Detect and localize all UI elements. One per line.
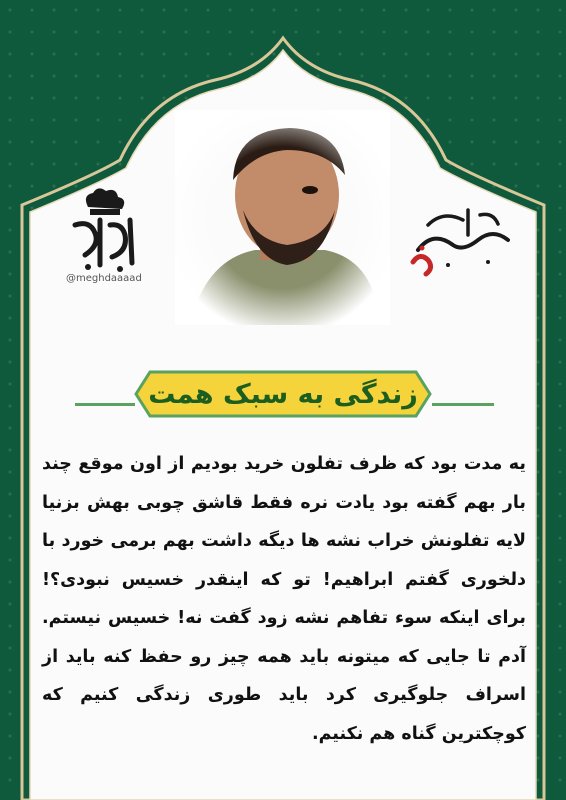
- portrait-photo: [175, 110, 390, 325]
- social-handle: @meghdaaaad: [66, 273, 142, 284]
- banner-rule-left: [75, 403, 135, 406]
- story-text: یه مدت بود که ظرف تفلون خرید بودیم از اون موقع چند بار بهم گفته بود یادت نره فقط قاشق چوبی بهش بزنیا لایه تفلونش خراب نشه ها دیگه داشت بهم برمی خورد با دلخوری گفتم ابراهیم! تو که اینقدر خسیس نبودی؟! برای اینکه سوء تفاهم نشه زود گفت نه! خسیس نیستم. آدم تا جایی که میتونه باید همه چیز رو حفظ کنه باید از اسراف جلوگیری کرد باید طوری زندگی کنیم که کوچکترین گناه هم نکنیم.: [42, 454, 526, 744]
- banner-rule-right: [432, 403, 494, 406]
- chef-hat-logo: [60, 185, 150, 280]
- martyr-calligraphy-logo: [408, 190, 518, 280]
- banner-title: زندگی به سبک همت: [148, 378, 418, 410]
